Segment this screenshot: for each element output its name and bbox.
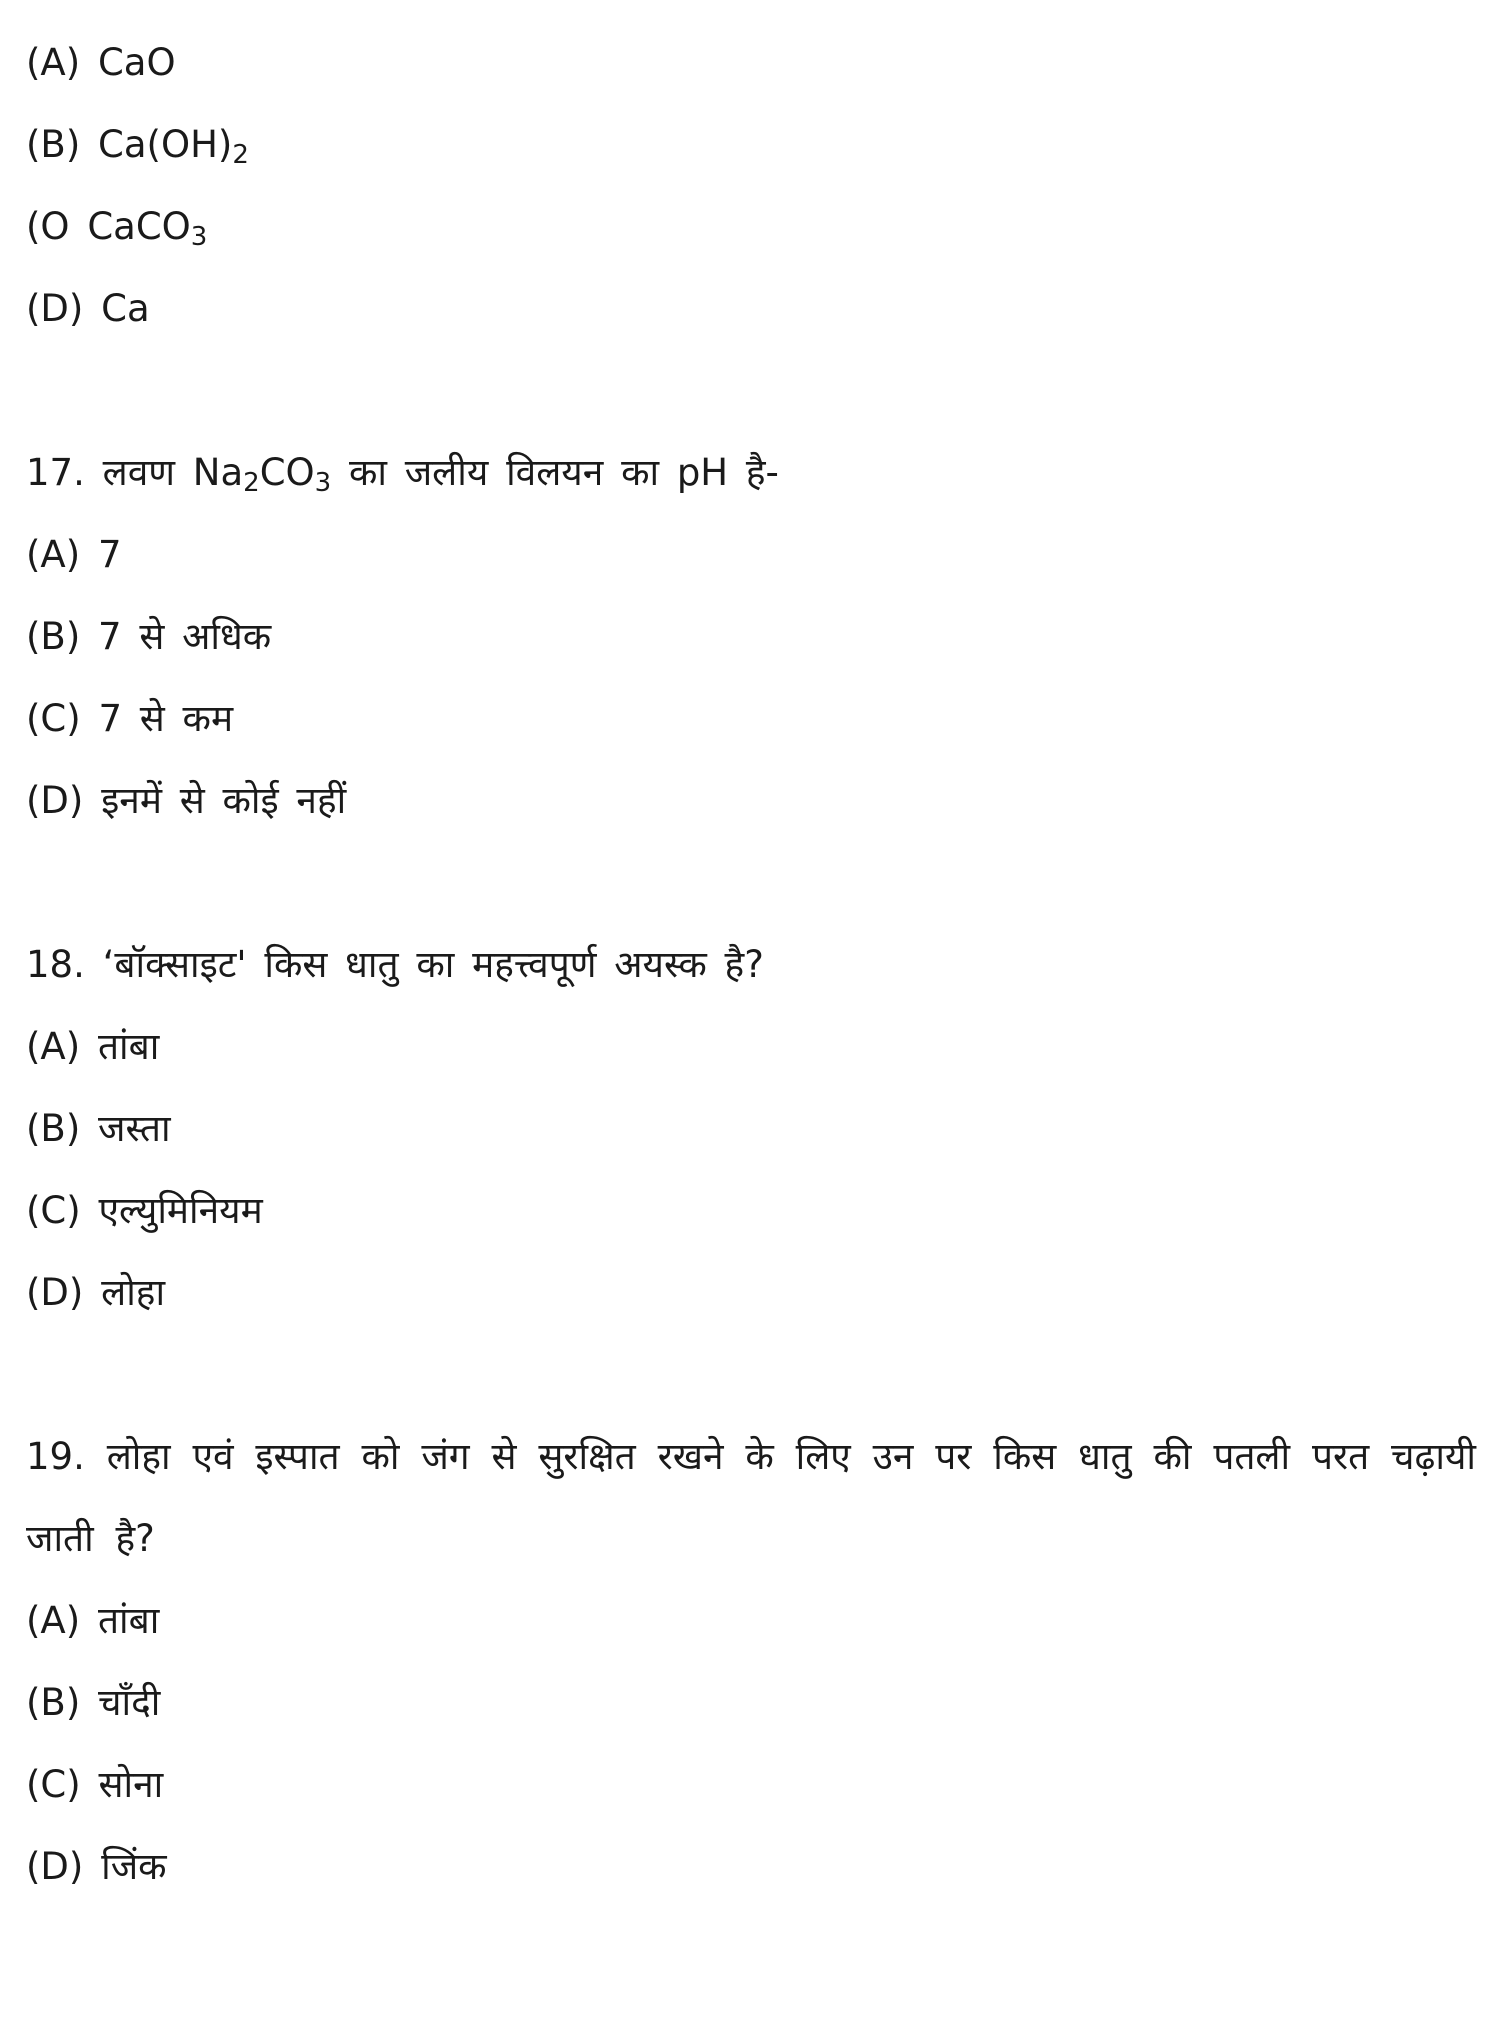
q17-option-d	[26, 776, 346, 826]
q18-option-b	[26, 1104, 171, 1154]
option-label: (D)	[26, 1845, 84, 1888]
question-number: 18.	[26, 943, 85, 986]
option-text: इनमें से कोई नहीं	[101, 779, 347, 822]
formula-main: CaCO	[87, 205, 191, 248]
option-text: लोहा	[101, 1271, 166, 1314]
option-label: (B)	[26, 615, 81, 658]
option-text: 7	[97, 533, 122, 576]
q18-option-c	[26, 1186, 263, 1236]
question-stem	[102, 451, 779, 498]
formula-subscript: 3	[190, 222, 208, 252]
q16-option-d	[26, 284, 150, 334]
option-label: (C)	[26, 1189, 81, 1232]
q17-option-a	[26, 530, 122, 580]
option-label: (D)	[26, 779, 84, 822]
option-text: तांबा	[97, 1599, 160, 1642]
q19-question	[26, 1416, 1476, 1580]
option-label: (O	[26, 205, 70, 248]
q17-question	[26, 448, 779, 498]
q16-option-b	[26, 120, 249, 170]
option-text: जस्ता	[98, 1107, 171, 1150]
q19-option-c	[26, 1760, 163, 1810]
formula-subscript: 2	[232, 140, 249, 170]
option-text: एल्युमिनियम	[98, 1189, 263, 1232]
option-label: (A)	[26, 1025, 81, 1068]
option-label: (B)	[26, 1681, 81, 1724]
option-text	[98, 123, 249, 170]
option-text: 7 से अधिक	[98, 615, 272, 658]
q19-option-b	[26, 1678, 160, 1728]
option-text: 7 से कम	[98, 697, 234, 740]
question-number: 19.	[26, 1435, 85, 1478]
q17-option-c	[26, 694, 233, 744]
q18-option-a	[26, 1022, 159, 1072]
option-label: (B)	[26, 123, 81, 166]
q18-question	[26, 940, 764, 990]
q17-option-b	[26, 612, 271, 662]
formula-subscript: 3	[314, 468, 332, 498]
option-label: (D)	[26, 287, 84, 330]
option-label: (A)	[26, 41, 81, 84]
stem-part: का जलीय विलयन का pH है-	[331, 451, 779, 494]
option-text: CaO	[97, 41, 176, 84]
q16-option-c	[26, 202, 207, 252]
option-label: (C)	[26, 697, 81, 740]
option-text: Ca	[101, 287, 150, 330]
option-text: जिंक	[101, 1845, 167, 1888]
option-text: सोना	[98, 1763, 164, 1806]
option-label: (A)	[26, 533, 81, 576]
option-label: (C)	[26, 1763, 81, 1806]
question-stem: ‘बॉक्साइट' किस धातु का महत्त्वपूर्ण अयस्क है?	[102, 943, 764, 986]
q18-option-d	[26, 1268, 165, 1318]
formula-main: Ca(OH)	[98, 123, 233, 166]
option-text: तांबा	[97, 1025, 160, 1068]
question-number: 17.	[26, 451, 85, 494]
q16-option-a	[26, 38, 176, 88]
stem-part: CO	[259, 451, 315, 494]
q19-option-d	[26, 1842, 167, 1892]
option-text	[87, 205, 208, 252]
q19-option-a	[26, 1596, 159, 1646]
option-label: (D)	[26, 1271, 84, 1314]
formula-subscript: 2	[243, 468, 260, 498]
stem-part: लवण Na	[102, 451, 244, 494]
question-stem: लोहा एवं इस्पात को जंग से सुरक्षित रखने के लिए उन पर किस धातु की पतली परत चढ़ायी जाती है?	[26, 1435, 1477, 1560]
option-label: (B)	[26, 1107, 81, 1150]
option-label: (A)	[26, 1599, 81, 1642]
option-text: चाँदी	[98, 1681, 161, 1724]
